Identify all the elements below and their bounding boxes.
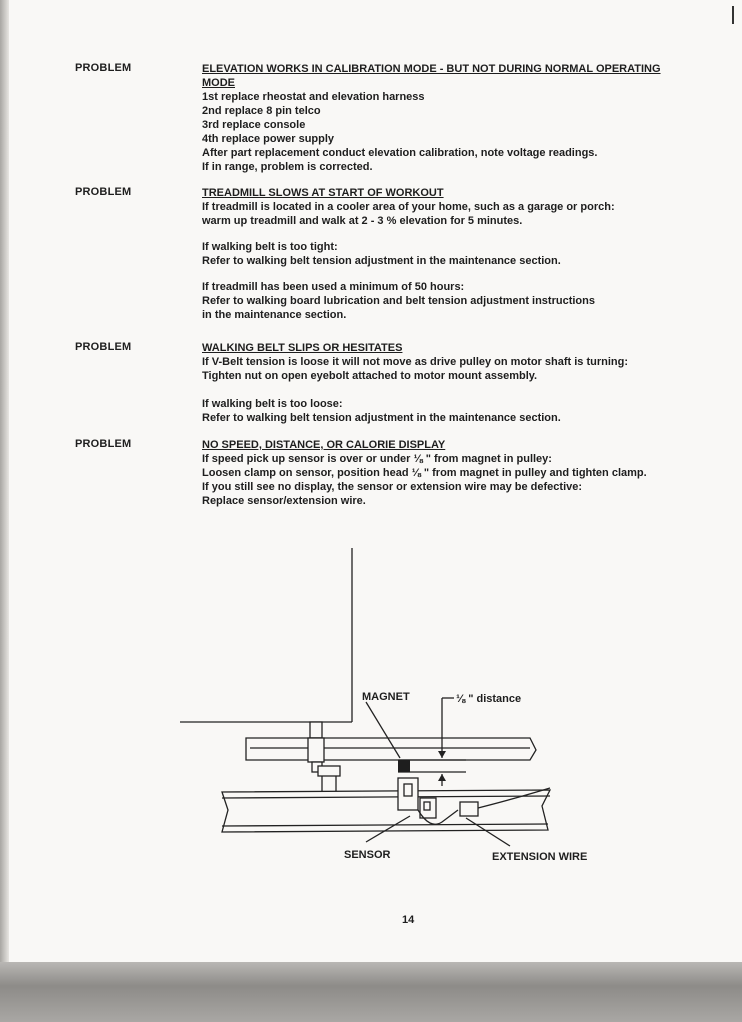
problem-heading-cont: MODE xyxy=(202,77,235,89)
problem-treadmill-slows xyxy=(202,186,722,322)
pulley-bar xyxy=(246,738,536,760)
text-line: Replace sensor/extension wire. xyxy=(202,495,366,507)
text-line: Tighten nut on open eyebolt attached to motor mount assembly. xyxy=(202,370,538,382)
text-line: If walking belt is too tight: xyxy=(202,241,338,253)
page-edge-shadow xyxy=(0,0,9,962)
text-line: If speed pick up sensor is over or under ⅛ " from magnet in pulley: xyxy=(202,453,552,465)
text-line: Refer to walking board lubrication and belt tension adjustment instructions xyxy=(202,295,595,307)
text-line: 3rd replace console xyxy=(202,119,306,131)
sensor-diagram xyxy=(170,540,590,870)
text-line: warm up treadmill and walk at 2 - 3 % elevation for 5 minutes. xyxy=(202,215,523,227)
magnet xyxy=(398,760,410,772)
extension-wire-label: EXTENSION WIRE xyxy=(492,851,588,863)
text-line: If V-Belt tension is loose it will not move as drive pulley on motor shaft is turning: xyxy=(202,356,628,368)
problem-heading: ELEVATION WORKS IN CALIBRATION MODE - BUT NOT DURING NORMAL OPERATING xyxy=(202,63,661,75)
text-line: If treadmill is located in a cooler area of your home, such as a garage or porch: xyxy=(202,201,615,213)
problem-heading: WALKING BELT SLIPS OR HESITATES xyxy=(202,342,403,354)
text-line: If walking belt is too loose: xyxy=(202,398,343,410)
distance-label: ⅛ " distance xyxy=(456,693,522,705)
problem-heading: TREADMILL SLOWS AT START OF WORKOUT xyxy=(202,187,444,199)
text-line: If in range, problem is corrected. xyxy=(202,161,373,173)
arrow-up-icon xyxy=(438,774,446,781)
text-line: Refer to walking belt tension adjustment in the maintenance section. xyxy=(202,412,561,424)
text-line: Refer to walking belt tension adjustment in the maintenance section. xyxy=(202,255,561,267)
sensor-label: SENSOR xyxy=(344,849,391,861)
problem-label: PROBLEM xyxy=(75,62,132,74)
sensor-clamp xyxy=(420,798,436,818)
text-line: in the maintenance section. xyxy=(202,309,347,321)
problem-label: PROBLEM xyxy=(75,186,132,198)
sensor-housing xyxy=(398,778,418,810)
problem-label: PROBLEM xyxy=(75,341,132,353)
page-mark xyxy=(732,6,734,24)
problem-label: PROBLEM xyxy=(75,438,132,450)
problem-no-display xyxy=(202,438,722,508)
text-line: After part replacement conduct elevation calibration, note voltage readings. xyxy=(202,147,598,159)
page-number: 14 xyxy=(402,914,415,926)
magnet-label: MAGNET xyxy=(362,691,410,703)
problem-elevation xyxy=(202,62,722,174)
text-line: Loosen clamp on sensor, position head ⅛ " from magnet in pulley and tighten clamp. xyxy=(202,467,647,479)
problem-heading: NO SPEED, DISTANCE, OR CALORIE DISPLAY xyxy=(202,439,446,451)
text-line: If you still see no display, the sensor or extension wire may be defective: xyxy=(202,481,583,493)
problem-belt-slips xyxy=(202,341,722,425)
scan-bottom-band xyxy=(0,962,742,1022)
text-line: If treadmill has been used a minimum of 50 hours: xyxy=(202,281,465,293)
hub xyxy=(308,738,324,762)
text-line: 4th replace power supply xyxy=(202,133,335,145)
connector xyxy=(460,802,478,816)
text-line: 1st replace rheostat and elevation harness xyxy=(202,91,425,103)
text-line: 2nd replace 8 pin telco xyxy=(202,105,321,117)
hub-top xyxy=(310,722,322,738)
